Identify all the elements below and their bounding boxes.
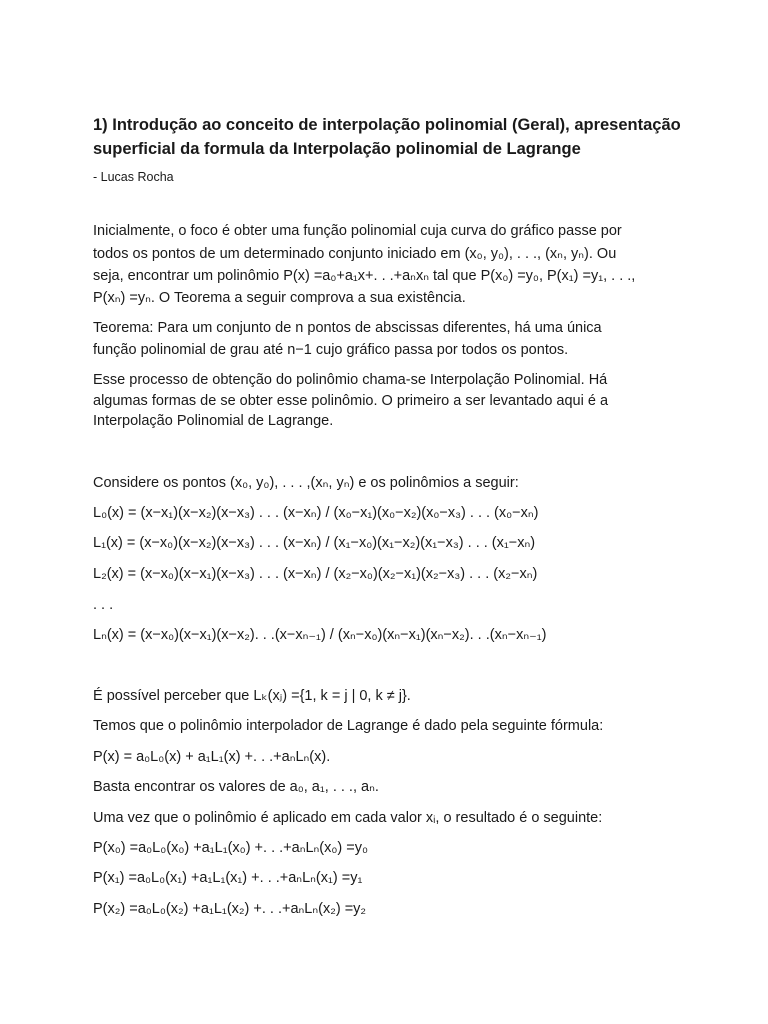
formula-line: P(x) = a₀L₀(x) + a₁L₁(x) +. . .+aₙLₙ(x). bbox=[93, 749, 331, 765]
paragraph-line: P(xₙ) =yₙ. O Teorema a seguir comprova a sua existência. bbox=[93, 290, 466, 306]
paragraph-line: É possível perceber que Lₖ(xⱼ) ={1, k = j | 0, k ≠ j}. bbox=[93, 688, 411, 704]
paragraph-line: Interpolação Polinomial de Lagrange. bbox=[93, 413, 334, 429]
paragraph-line: Esse processo de obtenção do polinômio chama-se Interpolação Polinomial. Há bbox=[93, 372, 608, 388]
paragraph-line: Considere os pontos (x₀, y₀), . . . ,(xₙ, yₙ) e os polinômios a seguir: bbox=[93, 475, 519, 491]
paragraph-line: todos os pontos de um determinado conjunto iniciado em (x₀, y₀), . . ., (xₙ, yₙ). Ou bbox=[93, 246, 617, 262]
paragraph-line: Basta encontrar os valores de a₀, a₁, . . ., aₙ. bbox=[93, 779, 379, 795]
paragraph-line: Uma vez que o polinômio é aplicado em cada valor xᵢ, o resultado é o seguinte: bbox=[93, 810, 603, 826]
paragraph-line: algumas formas de se obter esse polinômio. O primeiro a ser levantado aqui é a bbox=[93, 393, 609, 409]
formula-line: L₀(x) = (x−x₁)(x−x₂)(x−x₃) . . . (x−xₙ) / (x₀−x₁)(x₀−x₂)(x₀−x₃) . . . (x₀−xₙ) bbox=[93, 505, 539, 521]
paragraph-line: Inicialmente, o foco é obter uma função polinomial cuja curva do gráfico passe por bbox=[93, 223, 622, 239]
author-line: - Lucas Rocha bbox=[93, 170, 174, 184]
document-title: 1) Introdução ao conceito de interpolação polinomial (Geral), apresentação superficial da formula da Interpolação polinomial de Lagrange bbox=[93, 116, 681, 158]
formula-line: L₂(x) = (x−x₀)(x−x₁)(x−x₃) . . . (x−xₙ) / (x₂−x₀)(x₂−x₁)(x₂−x₃) . . . (x₂−xₙ) bbox=[93, 566, 538, 582]
formula-line: Lₙ(x) = (x−x₀)(x−x₁)(x−x₂). . .(x−xₙ₋₁) / (xₙ−x₀)(xₙ−x₁)(xₙ−x₂). . .(xₙ−xₙ₋₁) bbox=[93, 627, 547, 643]
formula-line: L₁(x) = (x−x₀)(x−x₂)(x−x₃) . . . (x−xₙ) / (x₁−x₀)(x₁−x₂)(x₁−x₃) . . . (x₁−xₙ) bbox=[93, 535, 536, 551]
formula-line: P(x₀) =a₀L₀(x₀) +a₁L₁(x₀) +. . .+aₙLₙ(x₀) =y₀ bbox=[93, 840, 368, 856]
paragraph-line: função polinomial de grau até n−1 cujo gráfico passa por todos os pontos. bbox=[93, 342, 569, 358]
formula-line: P(x₁) =a₀L₀(x₁) +a₁L₁(x₁) +. . .+aₙLₙ(x₁) =y₁ bbox=[93, 870, 363, 886]
paragraph-line: Teorema: Para um conjunto de n pontos de abscissas diferentes, há uma única bbox=[93, 320, 602, 336]
paragraph-line: seja, encontrar um polinômio P(x) =a₀+a₁x+. . .+aₙxₙ tal que P(x₀) =y₀, P(x₁) =y₁, . . ., bbox=[93, 268, 636, 284]
formula-line: . . . bbox=[93, 597, 114, 613]
paragraph-line: Temos que o polinômio interpolador de Lagrange é dado pela seguinte fórmula: bbox=[93, 718, 604, 734]
formula-line: P(x₂) =a₀L₀(x₂) +a₁L₁(x₂) +. . .+aₙLₙ(x₂) =y₂ bbox=[93, 901, 367, 917]
